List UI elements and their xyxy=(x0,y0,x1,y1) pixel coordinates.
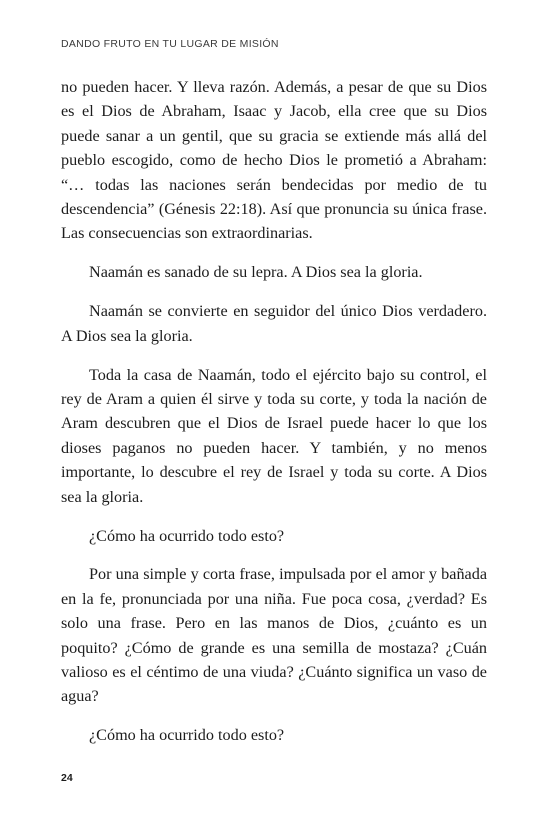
paragraph: Toda la casa de Naamán, todo el ejército bajo su control, el rey de Aram a quien él sirve y toda su corte, y toda la nación de Aram descubren que el Dios de Israel puede hacer lo que los dioses paganos no pueden hacer. Y también, y no menos importante, lo descubre el rey de Israel y toda su corte. A Dios sea la gloria. xyxy=(61,365,487,506)
paragraph: ¿Cómo ha ocurrido todo esto? xyxy=(89,526,285,545)
paragraph: Naamán es sanado de su lepra. A Dios sea la gloria. xyxy=(89,263,423,282)
page-number: 24 xyxy=(61,772,73,784)
paragraph: ¿Cómo ha ocurrido todo esto? xyxy=(89,726,285,745)
body-text xyxy=(61,75,487,762)
paragraph: Por una simple y corta frase, impulsada por el amor y bañada en la fe, pronunciada por una niña. Fue poca cosa, ¿verdad? Es solo una frase. Pero en las manos de Dios, ¿cuánto es un poquito? ¿Cómo de grande es una semilla de mostaza? ¿Cuán valioso es el céntimo de una viuda? ¿Cuánto significa un vaso de agua? xyxy=(61,565,487,706)
paragraph: Naamán se convierte en seguidor del único Dios verdadero. A Dios sea la gloria. xyxy=(61,302,487,345)
paragraph-continuation: no pueden hacer. Y lleva razón. Además, a pesar de que su Dios es el Dios de Abraham, Isaac y Jacob, ella cree que su Dios puede sanar a un gentil, que su gracia se extiende más allá del pueblo escogido, como de hecho Dios le prometió a Abraham: “… todas las naciones serán bendecidas por medio de tu descendencia” (Génesis 22:18). Así que pronuncia su única frase. Las consecuencias son extraordinarias. xyxy=(61,78,487,243)
running-header: DANDO FRUTO EN TU LUGAR DE MISIÓN xyxy=(61,38,279,50)
